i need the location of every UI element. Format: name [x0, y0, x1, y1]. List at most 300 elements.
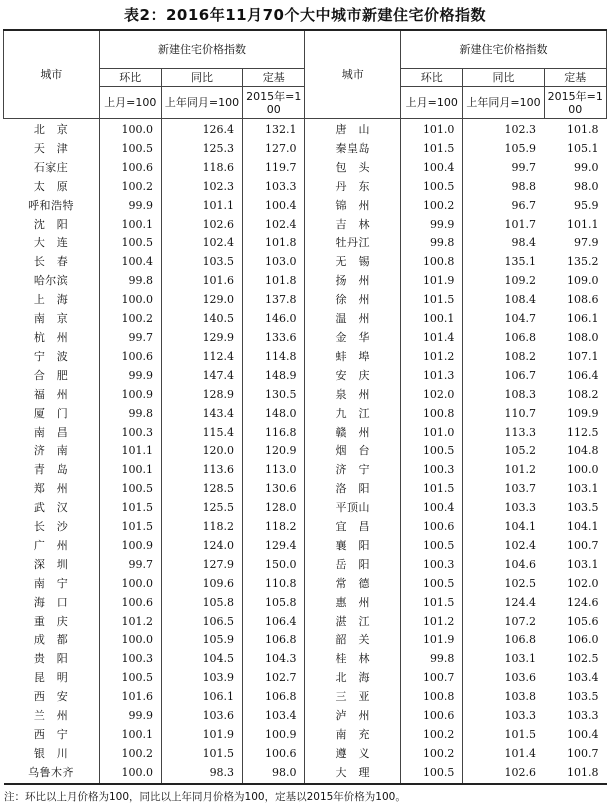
table-row — [4, 745, 607, 764]
dj-cell: 103.3 — [243, 178, 305, 197]
dj-cell: 98.0 — [243, 764, 305, 784]
city-cell: 襄 阳 — [305, 537, 401, 556]
table-row — [4, 216, 607, 235]
city-cell: 遵 义 — [305, 745, 401, 764]
city-cell: 北 京 — [33, 123, 69, 136]
dj-cell: 146.0 — [243, 310, 305, 329]
hb-cell: 99.8 — [99, 272, 161, 291]
dj-cell: 100.0 — [567, 463, 599, 477]
city-cell: 武 汉 — [33, 501, 69, 515]
dj-cell: 108.6 — [567, 293, 599, 307]
hb-cell: 100.6 — [99, 594, 161, 613]
dj-cell: 103.4 — [243, 707, 305, 726]
tb-base-left: 上年同月=100 — [161, 87, 242, 119]
city-cell: 深 圳 — [33, 557, 69, 571]
table-row — [4, 178, 607, 197]
table-row — [4, 272, 607, 291]
hb-cell: 100.5 — [401, 764, 463, 784]
city-cell: 厦 门 — [33, 406, 69, 420]
tb-cell: 120.0 — [161, 442, 242, 461]
tb-cell: 98.8 — [463, 178, 544, 197]
city-cell: 贵 阳 — [33, 652, 69, 666]
city-cell: 银 川 — [33, 746, 69, 760]
hb-cell: 100.9 — [99, 386, 161, 405]
dj-cell: 99.0 — [574, 160, 599, 174]
city-cell: 太 原 — [33, 179, 69, 193]
city-cell: 岳 阳 — [305, 556, 401, 575]
city-cell: 南 昌 — [33, 425, 69, 439]
table-row — [4, 518, 607, 537]
table-title: 表2：2016年11月70个大中城市新建住宅价格指数 — [124, 6, 486, 24]
tb-cell: 105.9 — [463, 140, 544, 159]
dj-cell: 101.8 — [243, 234, 305, 253]
table-row — [4, 405, 607, 424]
tb-cell: 102.3 — [463, 119, 544, 140]
dj-cell: 133.6 — [243, 329, 305, 348]
city-cell: 三 亚 — [305, 688, 401, 707]
tb-cell: 129.0 — [161, 291, 242, 310]
hb-cell: 100.0 — [99, 764, 161, 784]
dj-cell: 130.5 — [243, 386, 305, 405]
hb-cell: 101.5 — [401, 140, 463, 159]
tb-cell: 101.7 — [463, 216, 544, 235]
footnote: 注：环比以上月价格为100，同比以上年同月价格为100，定基以2015年价格为100。 — [4, 791, 406, 803]
tb-cell: 110.7 — [463, 405, 544, 424]
tb-cell: 103.3 — [463, 499, 544, 518]
hb-cell: 101.9 — [401, 631, 463, 650]
dj-cell: 114.8 — [243, 348, 305, 367]
hb-cell: 101.5 — [401, 480, 463, 499]
dj-cell: 100.9 — [243, 726, 305, 745]
city-cell: 湛 江 — [305, 613, 401, 632]
hb-cell: 100.6 — [401, 518, 463, 537]
tb-cell: 125.5 — [161, 499, 242, 518]
tb-header-left: 同比 — [161, 69, 242, 87]
dj-cell: 100.7 — [567, 746, 599, 760]
dj-cell: 98.0 — [574, 179, 599, 193]
tb-cell: 104.7 — [463, 310, 544, 329]
city-cell: 包 头 — [305, 159, 401, 178]
tb-cell: 106.5 — [161, 613, 242, 632]
tb-cell: 125.3 — [161, 140, 242, 159]
dj-cell: 100.7 — [567, 538, 599, 552]
tb-cell: 106.8 — [463, 329, 544, 348]
hb-cell: 100.0 — [99, 291, 161, 310]
hb-cell: 100.3 — [99, 650, 161, 669]
city-cell: 秦皇岛 — [305, 140, 401, 159]
dj-cell: 148.9 — [243, 367, 305, 386]
dj-cell: 112.5 — [567, 425, 599, 439]
hb-cell: 99.9 — [99, 367, 161, 386]
tb-cell: 108.2 — [463, 348, 544, 367]
dj-cell: 106.4 — [243, 613, 305, 632]
dj-cell: 101.1 — [567, 217, 599, 231]
tb-cell: 112.4 — [161, 348, 242, 367]
dj-cell: 103.5 — [567, 690, 599, 704]
tb-cell: 103.1 — [463, 650, 544, 669]
hb-cell: 101.0 — [401, 424, 463, 443]
city-cell: 唐 山 — [305, 119, 401, 140]
city-cell: 长 春 — [33, 255, 69, 269]
dj-cell: 108.2 — [567, 387, 599, 401]
dj-cell: 103.5 — [567, 501, 599, 515]
hb-cell: 99.8 — [99, 405, 161, 424]
hb-cell: 100.3 — [401, 461, 463, 480]
hb-cell: 100.5 — [99, 140, 161, 159]
city-cell: 洛 阳 — [305, 480, 401, 499]
dj-cell: 104.1 — [567, 520, 599, 534]
hb-cell: 100.9 — [99, 537, 161, 556]
table-row — [4, 291, 607, 310]
dj-header-left: 定基 — [243, 69, 305, 87]
city-cell: 大 理 — [305, 764, 401, 784]
dj-cell: 118.2 — [243, 518, 305, 537]
tb-cell: 102.6 — [161, 216, 242, 235]
dj-cell: 116.8 — [243, 424, 305, 443]
dj-cell: 104.8 — [567, 444, 599, 458]
tb-cell: 104.6 — [463, 556, 544, 575]
tb-cell: 105.9 — [161, 631, 242, 650]
hb-cell: 100.2 — [99, 310, 161, 329]
tb-cell: 101.4 — [463, 745, 544, 764]
city-cell: 桂 林 — [305, 650, 401, 669]
tb-cell: 98.4 — [463, 234, 544, 253]
tb-base-right: 上年同月=100 — [463, 87, 544, 119]
table-row — [4, 764, 607, 784]
hb-cell: 99.8 — [401, 234, 463, 253]
hb-cell: 101.5 — [99, 499, 161, 518]
hb-cell: 100.2 — [401, 197, 463, 216]
tb-cell: 104.5 — [161, 650, 242, 669]
city-cell: 郑 州 — [33, 482, 69, 496]
city-cell: 济 南 — [33, 444, 69, 458]
city-cell: 南 充 — [305, 726, 401, 745]
city-cell: 扬 州 — [305, 272, 401, 291]
hb-cell: 100.8 — [401, 405, 463, 424]
group-header-right: 新建住宅价格指数 — [401, 30, 607, 69]
tb-cell: 147.4 — [161, 367, 242, 386]
dj-base-right: 2015年=100 — [544, 87, 606, 119]
city-cell: 哈尔滨 — [33, 274, 69, 288]
dj-cell: 95.9 — [574, 198, 599, 212]
hb-cell: 100.5 — [99, 480, 161, 499]
city-cell: 安 庆 — [305, 367, 401, 386]
city-cell: 成 都 — [33, 633, 69, 647]
dj-cell: 100.4 — [567, 728, 599, 741]
tb-cell: 107.2 — [463, 613, 544, 632]
hb-cell: 101.6 — [99, 688, 161, 707]
tb-cell: 101.5 — [463, 726, 544, 745]
hb-cell: 100.0 — [99, 631, 161, 650]
table-row — [4, 234, 607, 253]
city-header-right: 城市 — [305, 30, 401, 119]
city-cell: 泸 州 — [305, 707, 401, 726]
table-row — [4, 537, 607, 556]
dj-cell: 100.6 — [243, 745, 305, 764]
dj-cell: 102.0 — [567, 576, 599, 590]
tb-cell: 115.4 — [161, 424, 242, 443]
hb-cell: 100.5 — [401, 178, 463, 197]
table-row — [4, 556, 607, 575]
city-cell: 西 安 — [33, 690, 69, 704]
hb-cell: 100.1 — [99, 461, 161, 480]
hb-cell: 99.7 — [99, 329, 161, 348]
hb-cell: 100.0 — [99, 119, 161, 140]
city-cell: 锦 州 — [305, 197, 401, 216]
dj-cell: 101.8 — [243, 272, 305, 291]
city-cell: 丹 东 — [305, 178, 401, 197]
tb-cell: 103.8 — [463, 688, 544, 707]
tb-cell: 135.1 — [463, 253, 544, 272]
tb-cell: 113.3 — [463, 424, 544, 443]
table-row — [4, 461, 607, 480]
hb-cell: 101.4 — [401, 329, 463, 348]
city-cell: 牡丹江 — [305, 234, 401, 253]
tb-cell: 124.0 — [161, 537, 242, 556]
tb-cell: 102.4 — [161, 234, 242, 253]
hb-cell: 101.1 — [99, 442, 161, 461]
table-row — [4, 442, 607, 461]
dj-cell: 103.0 — [243, 253, 305, 272]
dj-cell: 105.6 — [567, 614, 599, 628]
city-cell: 福 州 — [33, 387, 69, 401]
hb-header-right: 环比 — [401, 69, 463, 87]
hb-cell: 100.1 — [99, 726, 161, 745]
dj-cell: 102.4 — [243, 216, 305, 235]
city-cell: 青 岛 — [33, 463, 69, 477]
hb-cell: 101.0 — [401, 119, 463, 140]
hb-cell: 100.1 — [99, 216, 161, 235]
table-row — [4, 688, 607, 707]
dj-cell: 110.8 — [243, 575, 305, 594]
tb-cell: 109.2 — [463, 272, 544, 291]
dj-cell: 105.8 — [243, 594, 305, 613]
table-row — [4, 197, 607, 216]
tb-cell: 101.5 — [161, 745, 242, 764]
table-row — [4, 119, 607, 140]
dj-cell: 128.0 — [243, 499, 305, 518]
table-row — [4, 329, 607, 348]
tb-cell: 103.7 — [463, 480, 544, 499]
dj-cell: 107.1 — [567, 349, 599, 363]
dj-cell: 109.0 — [567, 274, 599, 288]
city-cell: 韶 关 — [305, 631, 401, 650]
table-row — [4, 310, 607, 329]
hb-cell: 100.6 — [401, 707, 463, 726]
tb-cell: 108.3 — [463, 386, 544, 405]
hb-cell: 99.8 — [401, 650, 463, 669]
table-row — [4, 140, 607, 159]
city-cell: 温 州 — [305, 310, 401, 329]
hb-cell: 101.5 — [401, 594, 463, 613]
dj-cell: 101.8 — [567, 123, 599, 136]
hb-cell: 101.5 — [99, 518, 161, 537]
city-cell: 呼和浩特 — [28, 198, 75, 212]
city-cell: 惠 州 — [305, 594, 401, 613]
hb-cell: 100.3 — [401, 556, 463, 575]
tb-header-right: 同比 — [463, 69, 544, 87]
tb-cell: 106.7 — [463, 367, 544, 386]
group-header-left: 新建住宅价格指数 — [99, 30, 305, 69]
dj-cell: 106.0 — [567, 633, 599, 647]
city-cell: 济 宁 — [305, 461, 401, 480]
dj-cell: 132.1 — [243, 119, 305, 140]
tb-cell: 101.2 — [463, 461, 544, 480]
table-row — [4, 348, 607, 367]
dj-cell: 113.0 — [243, 461, 305, 480]
hb-cell: 101.3 — [401, 367, 463, 386]
city-cell: 北 海 — [305, 669, 401, 688]
table-row — [4, 367, 607, 386]
price-index-table — [3, 29, 607, 785]
table-row — [4, 424, 607, 443]
city-cell: 赣 州 — [305, 424, 401, 443]
city-cell: 沈 阳 — [33, 217, 69, 231]
city-cell: 吉 林 — [305, 216, 401, 235]
hb-cell: 100.5 — [401, 537, 463, 556]
dj-cell: 103.3 — [567, 709, 599, 723]
dj-cell: 127.0 — [243, 140, 305, 159]
city-cell: 天 津 — [33, 141, 69, 155]
dj-cell: 103.1 — [567, 557, 599, 571]
table-row — [4, 575, 607, 594]
tb-cell: 102.5 — [463, 575, 544, 594]
tb-cell: 108.4 — [463, 291, 544, 310]
table-row — [4, 707, 607, 726]
city-cell: 合 肥 — [33, 368, 69, 382]
hb-cell: 101.2 — [401, 348, 463, 367]
tb-cell: 105.2 — [463, 442, 544, 461]
hb-cell: 101.2 — [99, 613, 161, 632]
dj-cell: 103.4 — [567, 671, 599, 685]
tb-cell: 104.1 — [463, 518, 544, 537]
hb-base-right: 上月=100 — [401, 87, 463, 119]
dj-cell: 108.0 — [567, 330, 599, 344]
city-cell: 宁 波 — [33, 349, 69, 363]
tb-cell: 103.5 — [161, 253, 242, 272]
tb-cell: 105.8 — [161, 594, 242, 613]
city-cell: 西 宁 — [33, 728, 69, 741]
hb-cell: 100.2 — [99, 745, 161, 764]
city-cell: 乌鲁木齐 — [28, 765, 75, 779]
hb-cell: 100.6 — [99, 348, 161, 367]
hb-cell: 100.2 — [401, 726, 463, 745]
tb-cell: 126.4 — [161, 119, 242, 140]
dj-cell: 102.5 — [567, 652, 599, 666]
city-cell: 重 庆 — [33, 614, 69, 628]
city-cell: 长 沙 — [33, 520, 69, 534]
table-row — [4, 253, 607, 272]
dj-cell: 137.8 — [243, 291, 305, 310]
dj-cell: 101.8 — [567, 765, 599, 779]
tb-cell: 124.4 — [463, 594, 544, 613]
dj-cell: 106.8 — [243, 688, 305, 707]
hb-cell: 100.2 — [401, 745, 463, 764]
table-row — [4, 594, 607, 613]
tb-cell: 118.2 — [161, 518, 242, 537]
hb-cell: 100.2 — [99, 178, 161, 197]
dj-cell: 100.4 — [243, 197, 305, 216]
city-cell: 常 德 — [305, 575, 401, 594]
dj-cell: 150.0 — [243, 556, 305, 575]
dj-cell: 106.4 — [567, 368, 599, 382]
tb-cell: 103.9 — [161, 669, 242, 688]
dj-cell: 103.1 — [567, 482, 599, 496]
tb-cell: 128.9 — [161, 386, 242, 405]
tb-cell: 96.7 — [463, 197, 544, 216]
hb-cell: 101.9 — [401, 272, 463, 291]
dj-cell: 148.0 — [243, 405, 305, 424]
hb-cell: 100.5 — [401, 442, 463, 461]
hb-cell: 100.3 — [99, 424, 161, 443]
tb-cell: 103.6 — [463, 669, 544, 688]
tb-cell: 101.6 — [161, 272, 242, 291]
table-row — [4, 726, 607, 745]
hb-cell: 100.1 — [401, 310, 463, 329]
table-row — [4, 480, 607, 499]
dj-cell: 109.9 — [567, 406, 599, 420]
tb-cell: 109.6 — [161, 575, 242, 594]
table-body — [4, 119, 607, 784]
city-cell: 徐 州 — [305, 291, 401, 310]
tb-cell: 127.9 — [161, 556, 242, 575]
hb-cell: 101.5 — [401, 291, 463, 310]
dj-cell: 102.7 — [243, 669, 305, 688]
hb-cell: 100.4 — [401, 159, 463, 178]
table-row — [4, 631, 607, 650]
tb-cell: 140.5 — [161, 310, 242, 329]
tb-cell: 143.4 — [161, 405, 242, 424]
tb-cell: 101.9 — [161, 726, 242, 745]
dj-cell: 106.1 — [567, 312, 599, 326]
city-cell: 烟 台 — [305, 442, 401, 461]
dj-cell: 119.7 — [243, 159, 305, 178]
city-cell: 昆 明 — [33, 671, 69, 685]
dj-cell: 130.6 — [243, 480, 305, 499]
dj-base-left: 2015年=100 — [243, 87, 305, 119]
hb-cell: 100.8 — [401, 253, 463, 272]
tb-cell: 98.3 — [161, 764, 242, 784]
hb-cell: 100.6 — [99, 159, 161, 178]
tb-cell: 99.7 — [463, 159, 544, 178]
hb-cell: 101.2 — [401, 613, 463, 632]
dj-cell: 105.1 — [567, 141, 599, 155]
hb-header-left: 环比 — [99, 69, 161, 87]
tb-cell: 103.6 — [161, 707, 242, 726]
city-cell: 平顶山 — [305, 499, 401, 518]
table-row — [4, 669, 607, 688]
hb-cell: 100.7 — [401, 669, 463, 688]
city-cell: 海 口 — [33, 595, 69, 609]
tb-cell: 102.4 — [463, 537, 544, 556]
city-cell: 蚌 埠 — [305, 348, 401, 367]
table-row — [4, 650, 607, 669]
table-row — [4, 386, 607, 405]
dj-cell: 129.4 — [243, 537, 305, 556]
dj-cell: 120.9 — [243, 442, 305, 461]
hb-cell: 99.7 — [99, 556, 161, 575]
hb-cell: 102.0 — [401, 386, 463, 405]
hb-base-left: 上月=100 — [99, 87, 161, 119]
tb-cell: 103.3 — [463, 707, 544, 726]
city-cell: 泉 州 — [305, 386, 401, 405]
tb-cell: 101.1 — [161, 197, 242, 216]
tb-cell: 102.3 — [161, 178, 242, 197]
hb-cell: 99.9 — [401, 216, 463, 235]
hb-cell: 100.5 — [99, 669, 161, 688]
dj-header-right: 定基 — [544, 69, 606, 87]
table-row — [4, 499, 607, 518]
